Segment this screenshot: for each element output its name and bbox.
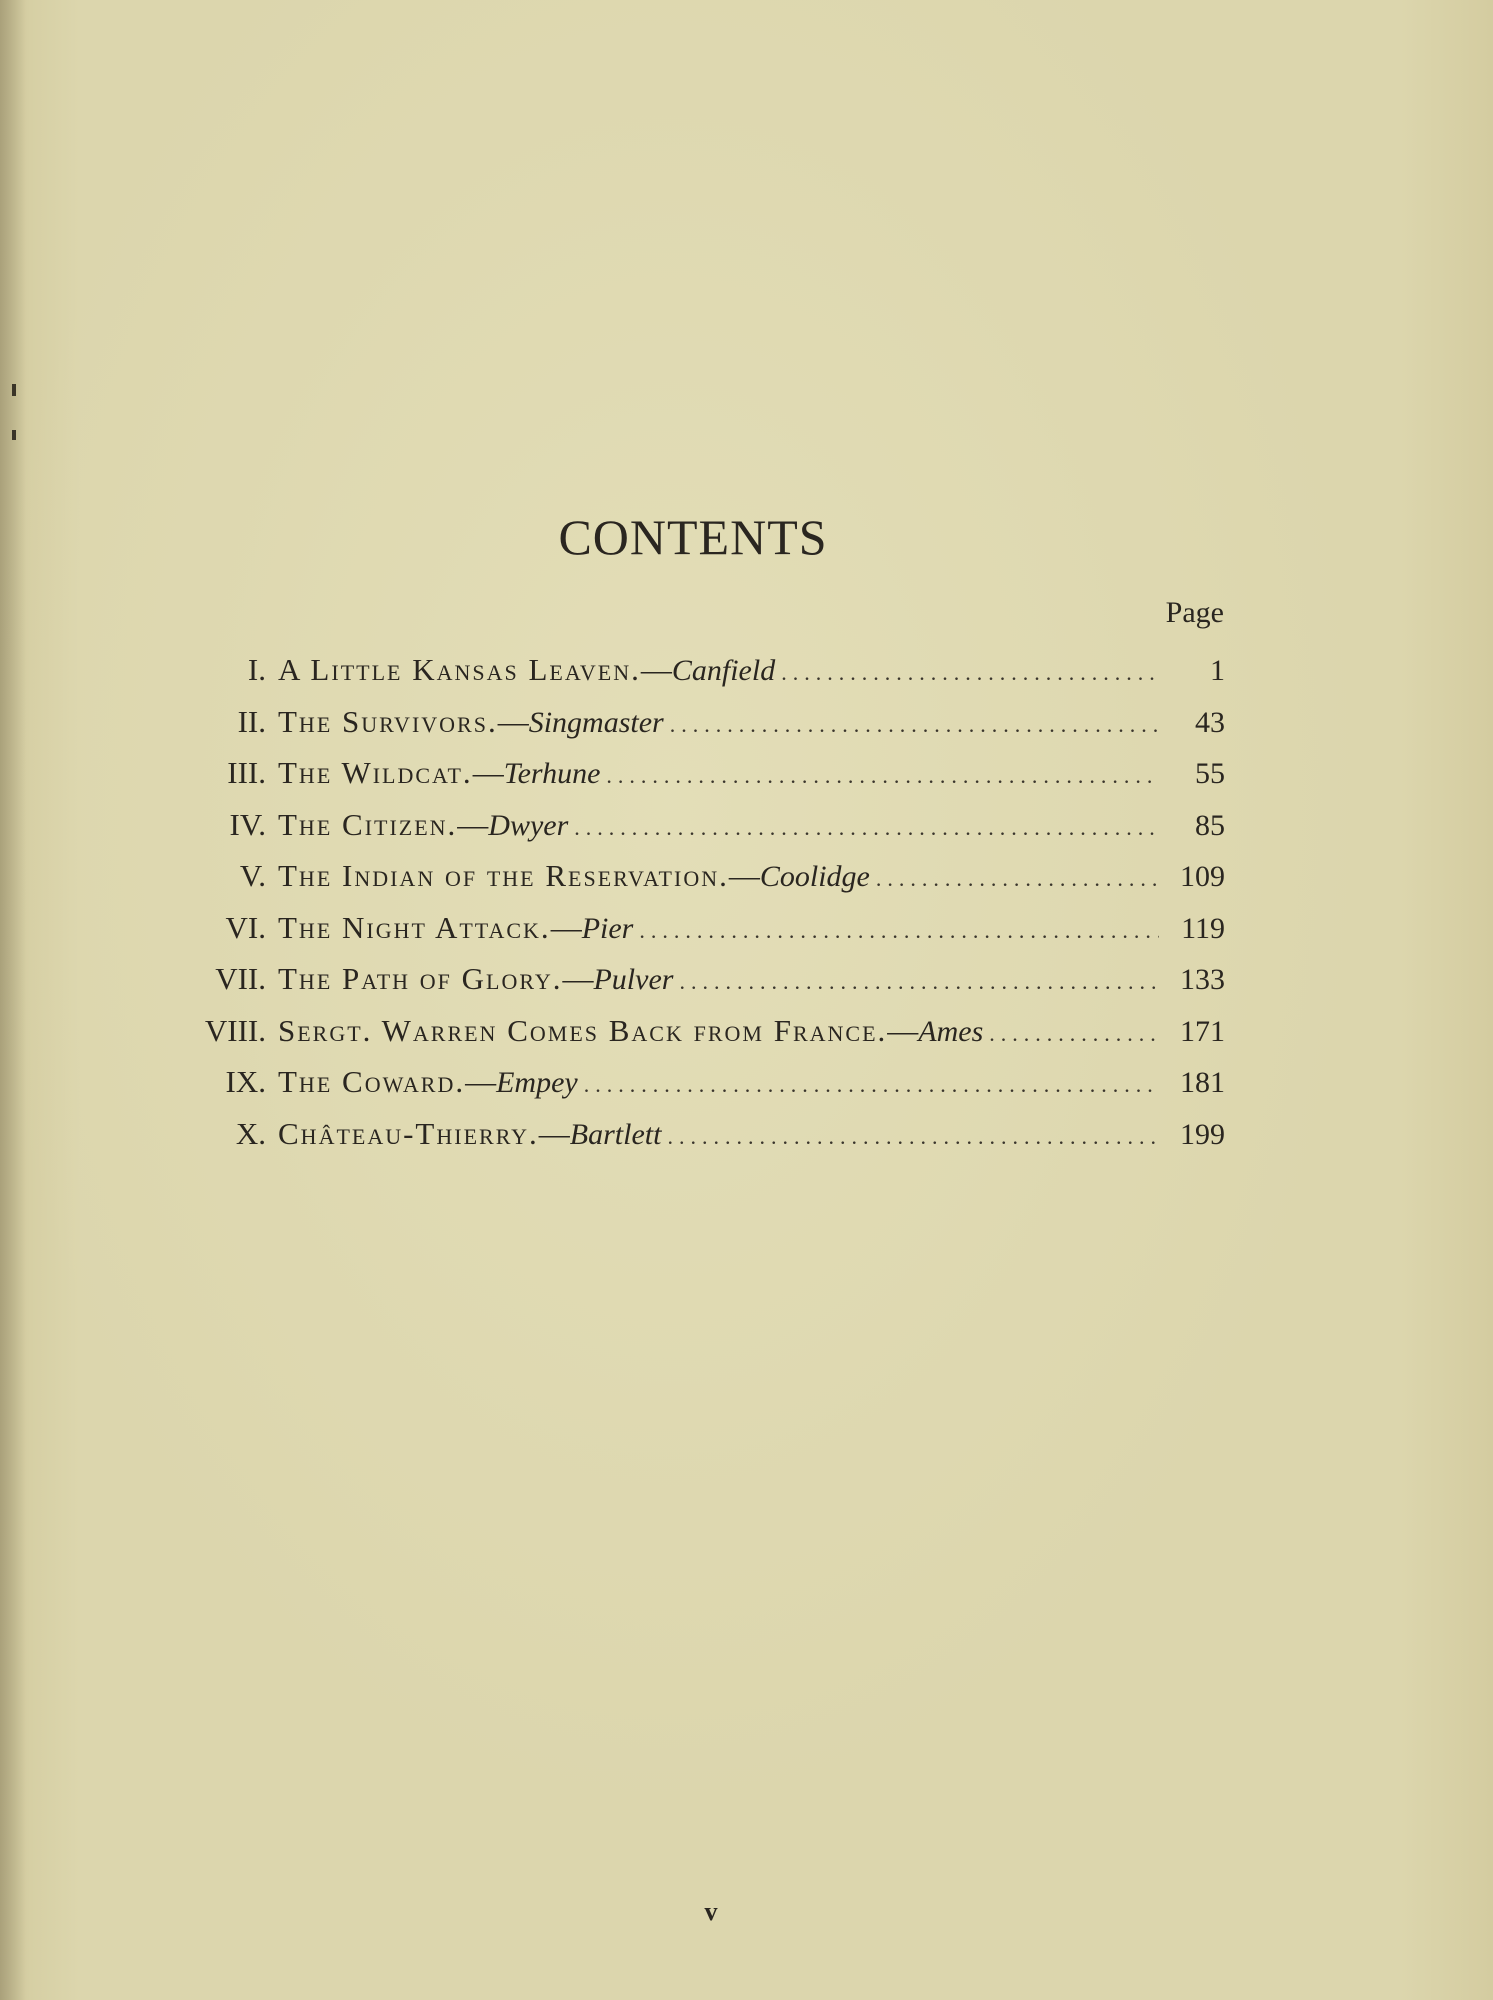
dot-leader (606, 763, 1159, 789)
chapter-page: 133 (1180, 963, 1225, 996)
edge-mark (12, 384, 16, 396)
chapter-number: II. (237, 703, 266, 739)
chapter-title: Château-Thierry. (278, 1115, 539, 1151)
chapter-title: The Indian of the Reservation. (278, 858, 729, 893)
toc-entry: VI. The Night Attack. — Pier ..... 119 (170, 910, 1225, 962)
chapter-title: The Night Attack. (278, 909, 551, 945)
toc-entry: IV. The Citizen. — Dwyer ..... 85 (170, 807, 1225, 859)
chapter-page: 181 (1180, 1066, 1225, 1099)
chapter-title: The Coward. (278, 1064, 466, 1099)
chapter-author: Coolidge (759, 860, 870, 893)
chapter-author: Pulver (593, 963, 674, 996)
dot-leader (639, 918, 1159, 944)
chapter-title: A Little Kansas Leaven. (278, 652, 641, 687)
page-column-heading: Page (1165, 596, 1224, 629)
chapter-page: 55 (1195, 757, 1225, 790)
dot-leader (667, 1124, 1159, 1150)
chapter-page: 109 (1180, 860, 1225, 893)
chapter-title: The Wildcat. (278, 755, 473, 790)
chapter-author: Bartlett (569, 1117, 662, 1151)
chapter-number: X. (235, 1115, 266, 1151)
chapter-number: V. (239, 858, 266, 893)
chapter-number: VIII. (204, 1012, 266, 1048)
chapter-title: The Survivors. (278, 703, 498, 739)
chapter-author: Empey (496, 1066, 578, 1099)
dot-leader (679, 969, 1159, 995)
contents-title: CONTENTS (558, 509, 828, 565)
page-folio: v (704, 1897, 718, 1926)
toc-entry: VII. The Path of Glory. — Pulver ..... 133 (170, 961, 1225, 1013)
chapter-author: Pier (581, 911, 634, 945)
dot-leader (584, 1072, 1159, 1098)
chapter-author: Ames (918, 1014, 984, 1048)
chapter-number: III. (227, 755, 266, 790)
chapter-title: The Path of Glory. (278, 961, 563, 996)
gutter-shadow (0, 0, 26, 2000)
chapter-author: Singmaster (528, 705, 664, 739)
chapter-author: Canfield (671, 654, 776, 687)
dot-leader (781, 660, 1159, 686)
dot-leader (989, 1021, 1159, 1047)
chapter-author: Terhune (503, 757, 601, 790)
chapter-page: 43 (1195, 705, 1225, 739)
dot-leader (574, 815, 1159, 841)
chapter-number: IV. (229, 806, 266, 842)
chapter-page: 199 (1180, 1117, 1225, 1151)
chapter-title: The Citizen. (278, 806, 458, 842)
chapter-page: 1 (1210, 654, 1225, 687)
chapter-number: I. (247, 652, 266, 687)
toc-entry: V. The Indian of the Reservation. — Coolidge ..... 109 (170, 858, 1225, 910)
edge-mark (12, 430, 16, 440)
toc-entry: I. A Little Kansas Leaven. — Canfield ..... 1 (170, 652, 1225, 704)
table-of-contents (170, 652, 1225, 1167)
toc-entry: IX. The Coward. — Empey ..... 181 (170, 1064, 1225, 1116)
chapter-title: Sergt. Warren Comes Back from France. (278, 1012, 888, 1048)
dot-leader (670, 712, 1159, 738)
toc-entry: VIII. Sergt. Warren Comes Back from France. — Ames ..... 171 (170, 1013, 1225, 1065)
chapter-page: 171 (1180, 1014, 1225, 1048)
dot-leader (876, 866, 1159, 892)
chapter-page: 119 (1181, 911, 1225, 945)
toc-entry: II. The Survivors. — Singmaster ..... 43 (170, 704, 1225, 756)
chapter-author: Dwyer (488, 808, 569, 842)
chapter-number: VI. (225, 909, 266, 945)
chapter-number: IX. (225, 1064, 266, 1099)
chapter-page: 85 (1195, 808, 1225, 842)
toc-entry: III. The Wildcat. — Terhune ..... 55 (170, 755, 1225, 807)
toc-entry: X. Château-Thierry. — Bartlett ..... 199 (170, 1116, 1225, 1168)
chapter-number: VII. (215, 961, 266, 996)
